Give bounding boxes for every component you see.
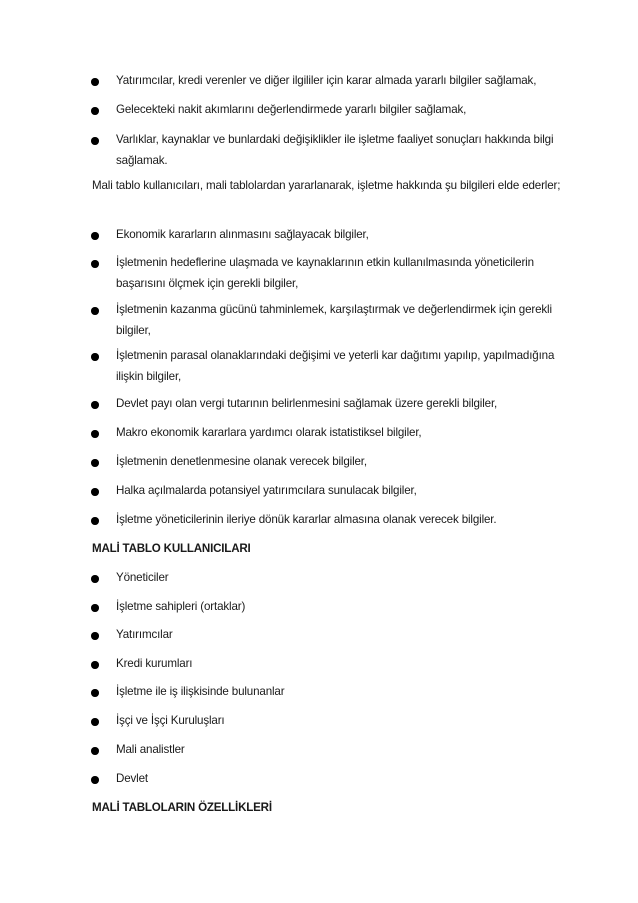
bullet-icon [91,747,99,755]
list-item: Yöneticiler [92,568,567,589]
bullet-icon [91,718,99,726]
list-item: Ekonomik kararların alınmasını sağlayacak bilgiler, [92,225,567,246]
bullet-icon [91,661,99,669]
bullet-icon [91,488,99,496]
list-item: Yatırımcılar, kredi verenler ve diğer ilgililer için karar almada yararlı bilgiler sağlamak, [92,71,567,92]
list-item: İşletmenin denetlenmesine olanak verecek bilgiler, [92,452,567,473]
bullet-icon [91,401,99,409]
bullet-icon [91,107,99,115]
list-item: Makro ekonomik kararlara yardımcı olarak istatistiksel bilgiler, [92,423,567,444]
bullet-icon [91,459,99,467]
bullet-icon [91,307,99,315]
bullet-icon [91,575,99,583]
bullet-icon [91,430,99,438]
bullet-icon [91,517,99,525]
bullet-icon [91,689,99,697]
bullet-icon [91,232,99,240]
list-item: İşçi ve İşçi Kuruluşları [92,711,567,732]
list-item: İşletmenin hedeflerine ulaşmada ve kaynaklarının etkin kullanılmasında yöneticilerin başarısını ölçmek için gerekli bilgiler, [92,253,567,294]
bullet-icon [91,353,99,361]
bullet-icon [91,260,99,268]
list-item: Halka açılmalarda potansiyel yatırımcılara sunulacak bilgiler, [92,481,567,502]
list-item: Kredi kurumları [92,654,567,675]
list-item: Devlet [92,769,567,790]
list-item: İşletme yöneticilerinin ileriye dönük kararlar almasına olanak verecek bilgiler. [92,510,567,531]
list-item: İşletmenin parasal olanaklarındaki değişimi ve yeterli kar dağıtımı yapılıp, yapılmadığına ilişkin bilgiler, [92,346,567,387]
list-item: İşletmenin kazanma gücünü tahminlemek, karşılaştırmak ve değerlendirmek için gerekli bilgiler, [92,300,567,341]
list-item: İşletme sahipleri (ortaklar) [92,597,567,618]
list-item: Mali analistler [92,740,567,761]
list-item: Varlıklar, kaynaklar ve bunlardaki değişiklikler ile işletme faaliyet sonuçları hakkında bilgi sağlamak. [92,130,567,171]
list-item: Devlet payı olan vergi tutarının belirlenmesini sağlamak üzere gerekli bilgiler, [92,394,567,415]
list-item: Yatırımcılar [92,625,567,646]
intro-paragraph: Mali tablo kullanıcıları, mali tablolardan yararlanarak, işletme hakkında şu bilgileri elde ederler; [92,179,561,192]
bullet-icon [91,78,99,86]
bullet-icon [91,604,99,612]
section-heading-features: MALİ TABLOLARIN ÖZELLİKLERİ [92,801,272,814]
list-item: İşletme ile iş ilişkisinde bulunanlar [92,682,567,703]
bullet-icon [91,137,99,145]
list-item: Gelecekteki nakit akımlarını değerlendirmede yararlı bilgiler sağlamak, [92,100,567,121]
section-heading-users: MALİ TABLO KULLANICILARI [92,542,251,555]
bullet-icon [91,632,99,640]
bullet-icon [91,776,99,784]
